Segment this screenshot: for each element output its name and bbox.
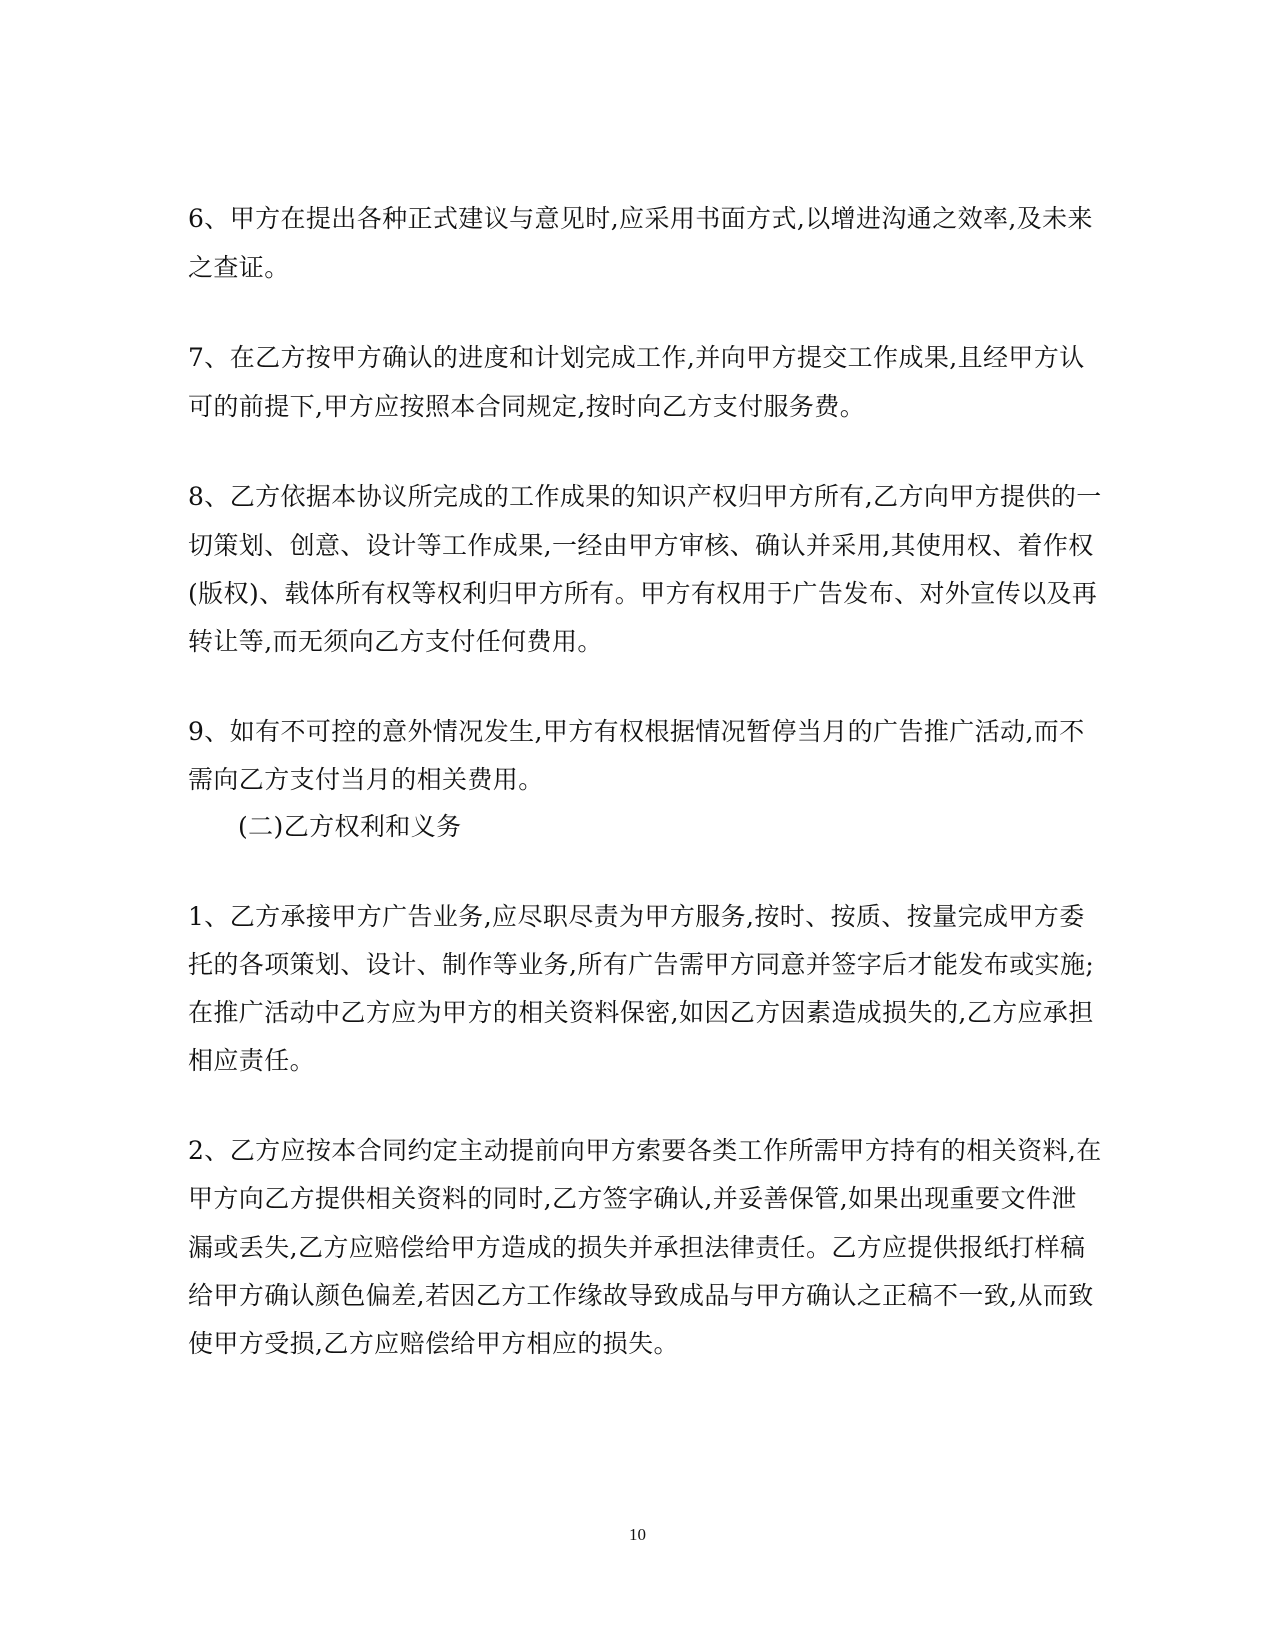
page-number: 10 [629,1525,646,1544]
party-b-clause-2-line-5: 使甲方受损,乙方应赔偿给甲方相应的损失。 [188,1329,679,1358]
section-heading: (二)乙方权利和义务 [238,812,462,841]
clause-8-line-1: 8、乙方依据本协议所完成的工作成果的知识产权归甲方所有,乙方向甲方提供的一 [188,482,1102,511]
party-b-clause-2-line-1: 2、乙方应按本合同约定主动提前向甲方索要各类工作所需甲方持有的相关资料,在 [188,1136,1102,1165]
clause-6-line-1: 6、甲方在提出各种正式建议与意见时,应采用书面方式,以增进沟通之效率,及未来 [188,204,1093,233]
party-b-clause-2-line-4: 给甲方确认颜色偏差,若因乙方工作缘故导致成品与甲方确认之正稿不一致,从而致 [188,1281,1094,1310]
clause-9-line-2: 需向乙方支付当月的相关费用。 [188,765,544,794]
party-b-clause-2-line-3: 漏或丢失,乙方应赔偿给甲方造成的损失并承担法律责任。乙方应提供报纸打样稿 [188,1233,1086,1262]
clause-7-line-2: 可的前提下,甲方应按照本合同规定,按时向乙方支付服务费。 [188,392,866,421]
party-b-clause-1-line-1: 1、乙方承接甲方广告业务,应尽职尽责为甲方服务,按时、按质、按量完成甲方委 [188,902,1085,931]
party-b-clause-1-line-2: 托的各项策划、设计、制作等业务,所有广告需甲方同意并签字后才能发布或实施; [188,950,1095,979]
clause-7-line-1: 7、在乙方按甲方确认的进度和计划完成工作,并向甲方提交工作成果,且经甲方认 [188,343,1085,372]
party-b-clause-2-line-2: 甲方向乙方提供相关资料的同时,乙方签字确认,并妥善保管,如果出现重要文件泄 [188,1184,1077,1213]
party-b-clause-1-line-3: 在推广活动中乙方应为甲方的相关资料保密,如因乙方因素造成损失的,乙方应承担 [188,998,1094,1027]
party-b-clause-1-line-4: 相应责任。 [188,1046,316,1075]
clause-9-line-1: 9、如有不可控的意外情况发生,甲方有权根据情况暂停当月的广告推广活动,而不 [188,717,1085,746]
clause-6-line-2: 之查证。 [188,253,290,282]
clause-8-line-2: 切策划、创意、设计等工作成果,一经由甲方审核、确认并采用,其使用权、着作权 [188,531,1094,560]
clause-8-line-3: (版权)、载体所有权等权利归甲方所有。甲方有权用于广告发布、对外宣传以及再 [188,579,1098,608]
clause-8-line-4: 转让等,而无须向乙方支付任何费用。 [188,627,603,656]
